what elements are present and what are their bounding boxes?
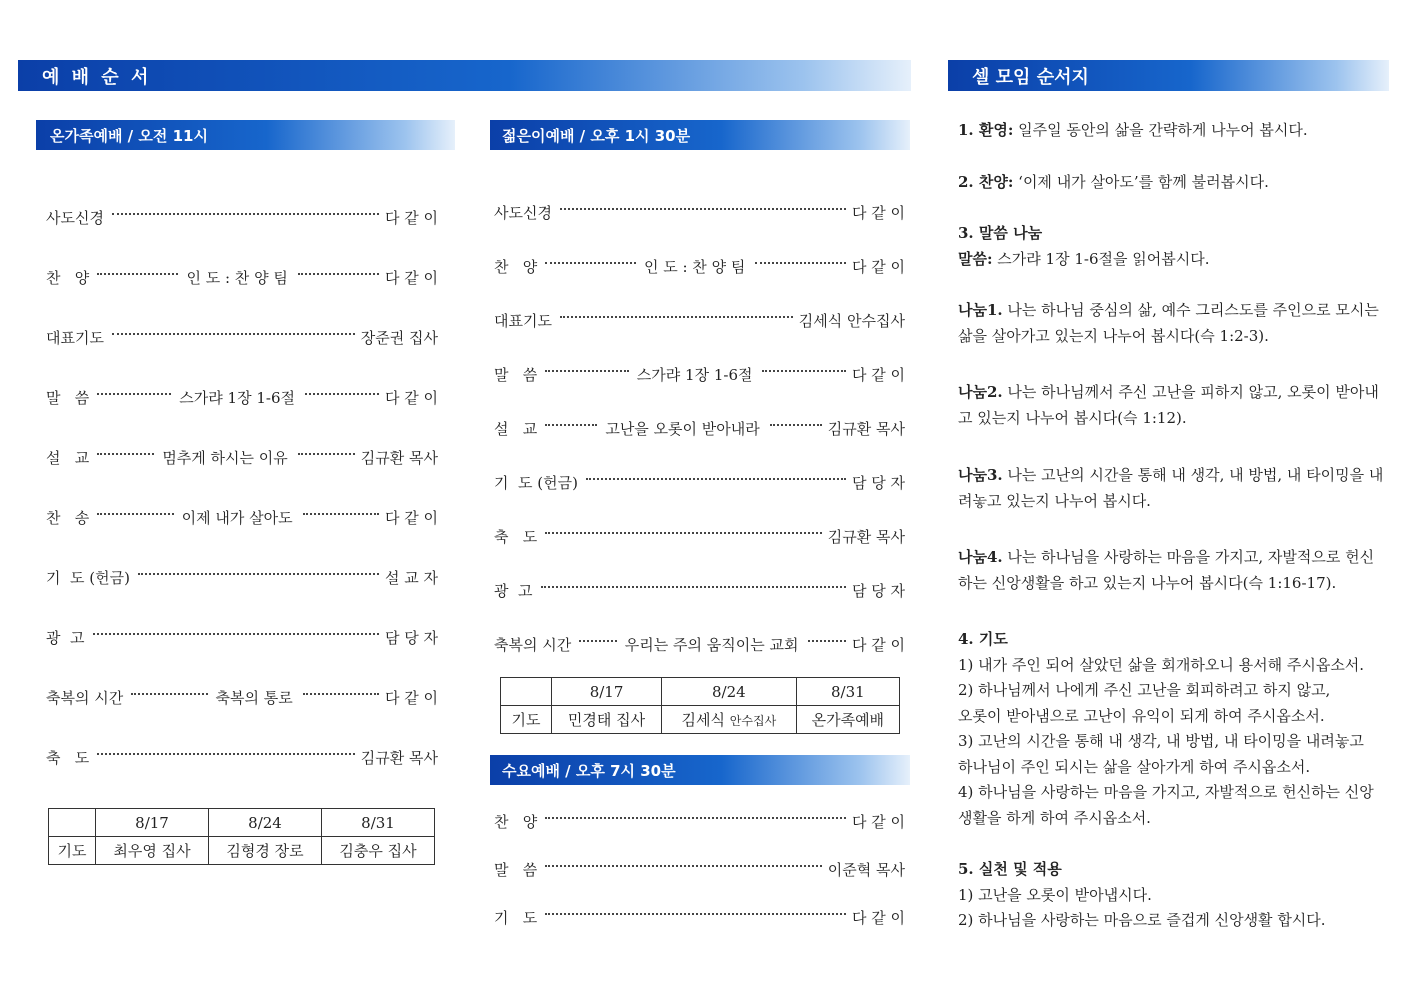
leader-dots — [545, 865, 821, 867]
order-row — [494, 309, 905, 331]
sunday-service-title: 온가족예배 / 오전 11시 — [50, 126, 208, 145]
order-label: 설 교 — [46, 448, 90, 467]
cell-step-1: 1. 환영: 일주일 동안의 삶을 간략하게 나누어 봅시다. — [958, 121, 1308, 139]
date-cell: 8/31 — [322, 809, 435, 837]
row-label: 기도 — [49, 837, 96, 865]
leader-dots — [586, 478, 846, 480]
order-label: 설 교 — [494, 419, 538, 438]
date-cell: 8/17 — [552, 678, 662, 706]
date-cell: 8/17 — [96, 809, 209, 837]
order-label: 대표기도 — [494, 311, 552, 330]
leader-dots — [131, 693, 207, 695]
order-leader: 다 같 이 — [384, 508, 438, 527]
order-leader: 다 같 이 — [852, 257, 906, 276]
leader-dots — [545, 424, 597, 426]
order-row — [46, 206, 438, 228]
cell-order-header — [948, 60, 1389, 91]
prayer-name: 최우영 집사 — [96, 837, 209, 865]
order-row — [46, 506, 438, 528]
order-label: 말 씀 — [494, 860, 538, 879]
order-leader: 다 같 이 — [851, 203, 905, 222]
leader-dots — [97, 393, 171, 395]
date-cell: 8/24 — [209, 809, 322, 837]
order-row — [494, 579, 905, 601]
order-label: 기 도 (헌금) — [46, 568, 130, 587]
order-detail: 축복의 통로 — [215, 688, 293, 707]
order-row — [46, 326, 438, 348]
leader-dots — [97, 753, 354, 755]
order-row — [46, 386, 438, 408]
order-label: 축복의 시간 — [494, 635, 572, 654]
wednesday-service-title: 수요예배 / 오후 7시 30분 — [502, 761, 676, 780]
leader-dots — [755, 262, 846, 264]
leader-dots — [808, 640, 846, 642]
sunday-prayer-table — [48, 808, 435, 865]
order-label: 대표기도 — [46, 328, 104, 347]
youth-service-title: 젊은이예배 / 오후 1시 30분 — [502, 126, 691, 145]
service-order-header — [18, 60, 911, 91]
leader-dots — [97, 513, 173, 515]
order-row — [494, 525, 905, 547]
order-leader: 다 같 이 — [384, 388, 438, 407]
order-leader: 다 같 이 — [851, 908, 905, 927]
order-label: 사도신경 — [46, 208, 104, 227]
leader-dots — [112, 213, 379, 215]
leader-dots — [112, 333, 355, 335]
order-row — [494, 417, 905, 439]
order-label: 기 도 (헌금) — [494, 473, 578, 492]
wednesday-service-header — [490, 755, 910, 785]
leader-dots — [303, 513, 379, 515]
prayer-name: 김형경 장로 — [209, 837, 322, 865]
order-leader: 설 교 자 — [384, 568, 438, 587]
cell-order-title: 셀 모임 순서지 — [972, 66, 1089, 88]
order-leader: 김세식 안수집사 — [798, 311, 905, 330]
leader-dots — [545, 817, 846, 819]
date-cell: 8/31 — [796, 678, 899, 706]
order-row — [494, 906, 905, 928]
order-leader: 김규환 목사 — [360, 748, 438, 767]
order-leader: 다 같 이 — [851, 365, 905, 384]
youth-service-header — [490, 120, 910, 150]
order-row — [494, 858, 905, 880]
leader-dots — [545, 370, 629, 372]
cell-step-2: 2. 찬양: ‘이제 내가 살아도’를 함께 불러봅시다. — [958, 173, 1269, 191]
order-leader: 담 당 자 — [851, 581, 905, 600]
order-label: 축 도 — [46, 748, 90, 767]
prayer-name: 김세식 안수집사 — [662, 706, 797, 734]
order-leader: 담 당 자 — [384, 628, 438, 647]
cell-step-4-prayer: 4. 기도 1) 내가 주인 되어 살았던 삶을 회개하오니 용서해 주시옵소서. 2) 하나님께서 나에게 주신 고난을 회피하려고 하지 않고, 오롯이 받아냄으로 고난이 유익이 되게 하여 주시옵소서. 3) 고난의 시간을 통해 내 생각, 내 방법, 내 타이밍을 내려놓고 하나님이 주인 되시는 삶을 살아가게 하여 주시옵소서. 4) 하나님을 사랑하는 마음을 가지고, 자발적으로 헌신하는 신앙 생활을 하게 하여 주시옵소서. — [958, 630, 1374, 827]
row-label: 기도 — [501, 706, 552, 734]
sharing-2: 나눔2. 나는 하나님께서 주신 고난을 피하지 않고, 오롯이 받아내고 있는지 나누어 봅시다(슥 1:12). — [958, 383, 1379, 427]
order-leader: 김규환 목사 — [827, 527, 905, 546]
order-leader: 장준권 집사 — [360, 328, 438, 347]
order-row — [494, 471, 905, 493]
order-label: 찬 송 — [46, 508, 90, 527]
order-detail: 우리는 주의 움직이는 교회 — [624, 635, 799, 654]
order-detail: 인 도 : 찬 양 팀 — [643, 257, 746, 276]
service-order-title: 예 배 순 서 — [42, 66, 152, 88]
leader-dots — [97, 273, 178, 275]
leader-dots — [298, 453, 355, 455]
order-label: 광 고 — [46, 628, 85, 647]
order-leader: 김규환 목사 — [827, 419, 906, 438]
date-cell: 8/24 — [662, 678, 797, 706]
order-label: 찬 양 — [494, 257, 538, 276]
order-label: 찬 양 — [494, 812, 538, 831]
order-leader: 다 같 이 — [385, 688, 439, 707]
sharing-1: 나눔1. 나는 하나님 중심의 삶, 예수 그리스도를 주인으로 모시는 삶을 살아가고 있는지 나누어 봅시다(슥 1:2-3). — [958, 301, 1379, 345]
order-label: 기 도 — [494, 908, 538, 927]
sharing-3: 나눔3. 나는 고난의 시간을 통해 내 생각, 내 방법, 내 타이밍을 내려놓고 있는지 나누어 봅시다. — [958, 466, 1384, 510]
order-leader: 다 같 이 — [851, 812, 905, 831]
order-detail: 고난을 오롯이 받아내라 — [605, 419, 760, 438]
leader-dots — [545, 913, 846, 915]
order-row — [46, 686, 438, 708]
order-row — [46, 446, 438, 468]
order-leader: 다 같 이 — [384, 208, 438, 227]
leader-dots — [545, 262, 636, 264]
order-label: 사도신경 — [494, 203, 552, 222]
order-detail: 스가랴 1장 1-6절 — [636, 365, 753, 384]
leader-dots — [770, 424, 822, 426]
order-row — [494, 255, 905, 277]
order-leader: 이준혁 목사 — [827, 860, 905, 879]
order-label: 축복의 시간 — [46, 688, 124, 707]
order-label: 찬 양 — [46, 268, 90, 287]
sunday-service-header — [36, 120, 455, 150]
youth-prayer-table — [500, 677, 900, 734]
order-row — [494, 201, 905, 223]
prayer-name: 김충우 집사 — [322, 837, 435, 865]
leader-dots — [545, 532, 821, 534]
leader-dots — [298, 273, 379, 275]
order-detail: 스가랴 1장 1-6절 — [179, 388, 295, 407]
order-row — [46, 626, 438, 648]
prayer-name: 민경태 집사 — [552, 706, 662, 734]
order-leader: 다 같 이 — [385, 268, 439, 287]
order-row — [46, 266, 438, 288]
cell-step-3: 3. 말씀 나눔 말씀: 스가랴 1장 1-6절을 읽어봅시다. — [958, 224, 1210, 268]
order-row — [46, 746, 438, 768]
order-label: 광 고 — [494, 581, 533, 600]
order-label: 말 씀 — [494, 365, 538, 384]
leader-dots — [762, 370, 846, 372]
order-detail: 인 도 : 찬 양 팀 — [186, 268, 288, 287]
leader-dots — [303, 693, 379, 695]
order-leader: 다 같 이 — [851, 635, 905, 654]
order-leader: 담 당 자 — [851, 473, 905, 492]
order-label: 말 씀 — [46, 388, 90, 407]
leader-dots — [97, 453, 154, 455]
leader-dots — [560, 316, 793, 318]
prayer-name: 온가족예배 — [796, 706, 899, 734]
leader-dots — [138, 573, 379, 575]
leader-dots — [541, 586, 846, 588]
cell-step-5-application: 5. 실천 및 적용 1) 고난을 오롯이 받아냅시다. 2) 하나님을 사랑하는 마음으로 즐겁게 신앙생활 합시다. — [958, 860, 1326, 929]
order-leader: 김규환 목사 — [360, 448, 439, 467]
order-detail: 멈추게 하시는 이유 — [162, 448, 288, 467]
leader-dots — [93, 633, 379, 635]
leader-dots — [305, 393, 379, 395]
leader-dots — [579, 640, 617, 642]
sharing-4: 나눔4. 나는 하나님을 사랑하는 마음을 가지고, 자발적으로 헌신하는 신앙생활을 하고 있는지 나누어 봅시다(슥 1:16-17). — [958, 548, 1375, 592]
order-label: 축 도 — [494, 527, 538, 546]
order-row — [46, 566, 438, 588]
order-row — [494, 633, 905, 655]
leader-dots — [560, 208, 846, 210]
order-row — [494, 363, 905, 385]
order-detail: 이제 내가 살아도 — [181, 508, 293, 527]
order-row — [494, 810, 905, 832]
